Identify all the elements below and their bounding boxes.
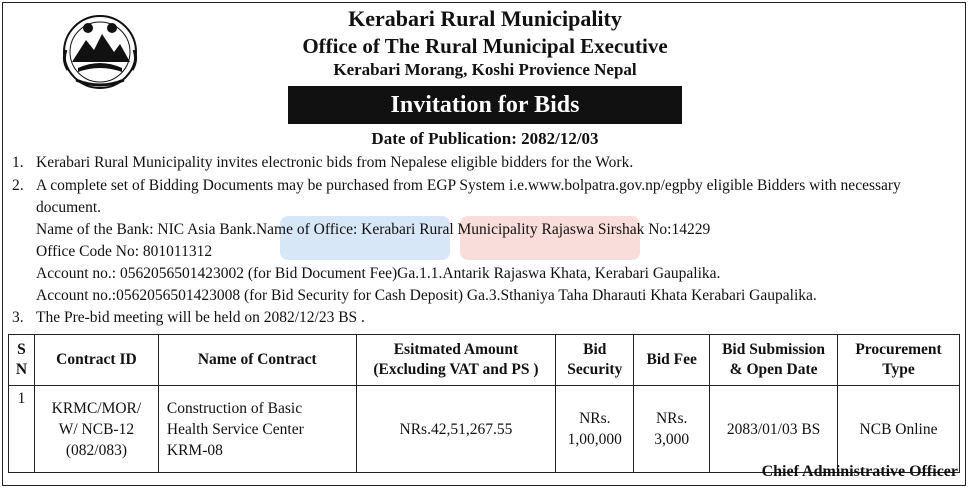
item-number: 2. [12,177,24,194]
cell-contract-id: KRMC/MOR/ W/ NCB-12 (082/083) [34,386,158,473]
bank-detail: Name of the Bank: NIC Asia Bank.Name of Office: Kerabari Rural Municipality Rajaswa Sirshak No:14229 [36,221,711,238]
signatory: Chief Administrative Officer [761,463,958,480]
header-sn: S N [9,335,35,386]
item-number: 3. [12,309,24,326]
notice-title-banner: Invitation for Bids [288,86,682,124]
cell-contract-name: Construction of Basic Health Service Center KRM-08 [158,386,356,473]
header-procurement-type: Procurement Type [838,335,960,386]
item-text-continued: document. [36,199,101,216]
org-name: Kerabari Rural Municipality [348,6,622,31]
bank-detail: Account no.: 0562056501423002 (for Bid Document Fee)Ga.1.1.Antarik Rajaswa Khata, Kerabari Gaupalika. [36,265,721,282]
header-contract-name: Name of Contract [158,335,356,386]
table-header-row [9,335,960,386]
item-text: The Pre-bid meeting will be held on 2082/12/23 BS . [36,309,365,326]
cell-submission-date: 2083/01/03 BS [710,386,838,473]
cell-sn: 1 [9,386,35,473]
header-submission-date: Bid Submission & Open Date [710,335,838,386]
item-number: 1. [12,154,24,171]
table-row [9,386,960,473]
cell-estimated-amount: NRs.42,51,267.55 [356,386,556,473]
bank-detail: Office Code No: 801011312 [36,243,213,260]
header-estimated-amount: Esitmated Amount (Excluding VAT and PS ) [356,335,556,386]
office-address: Kerabari Morang, Koshi Provience Nepal [333,60,637,79]
item-text: A complete set of Bidding Documents may be purchased from EGP System i.e.www.bolpatra.gov.np/egpby eligible Bidders with necessary [36,177,901,194]
item-text: Kerabari Rural Municipality invites electronic bids from Nepalese eligible bidders for the Work. [36,154,634,171]
publication-date: Date of Publication: 2082/12/03 [371,129,599,148]
header-bid-security: Bid Security [556,335,634,386]
cell-bid-security: NRs. 1,00,000 [556,386,634,473]
cell-procurement-type: NCB Online [838,386,960,473]
bank-detail: Account no.:0562056501423008 (for Bid Security for Cash Deposit) Ga.3.Sthaniya Taha Dharauti Khata Kerabari Gaupalika. [36,287,817,304]
nepal-government-emblem-icon [58,10,142,92]
office-name: Office of The Rural Municipal Executive [302,34,668,58]
cell-bid-fee: NRs. 3,000 [634,386,710,473]
header-contract-id: Contract ID [34,335,158,386]
header-bid-fee: Bid Fee [634,335,710,386]
bid-table [8,334,960,473]
